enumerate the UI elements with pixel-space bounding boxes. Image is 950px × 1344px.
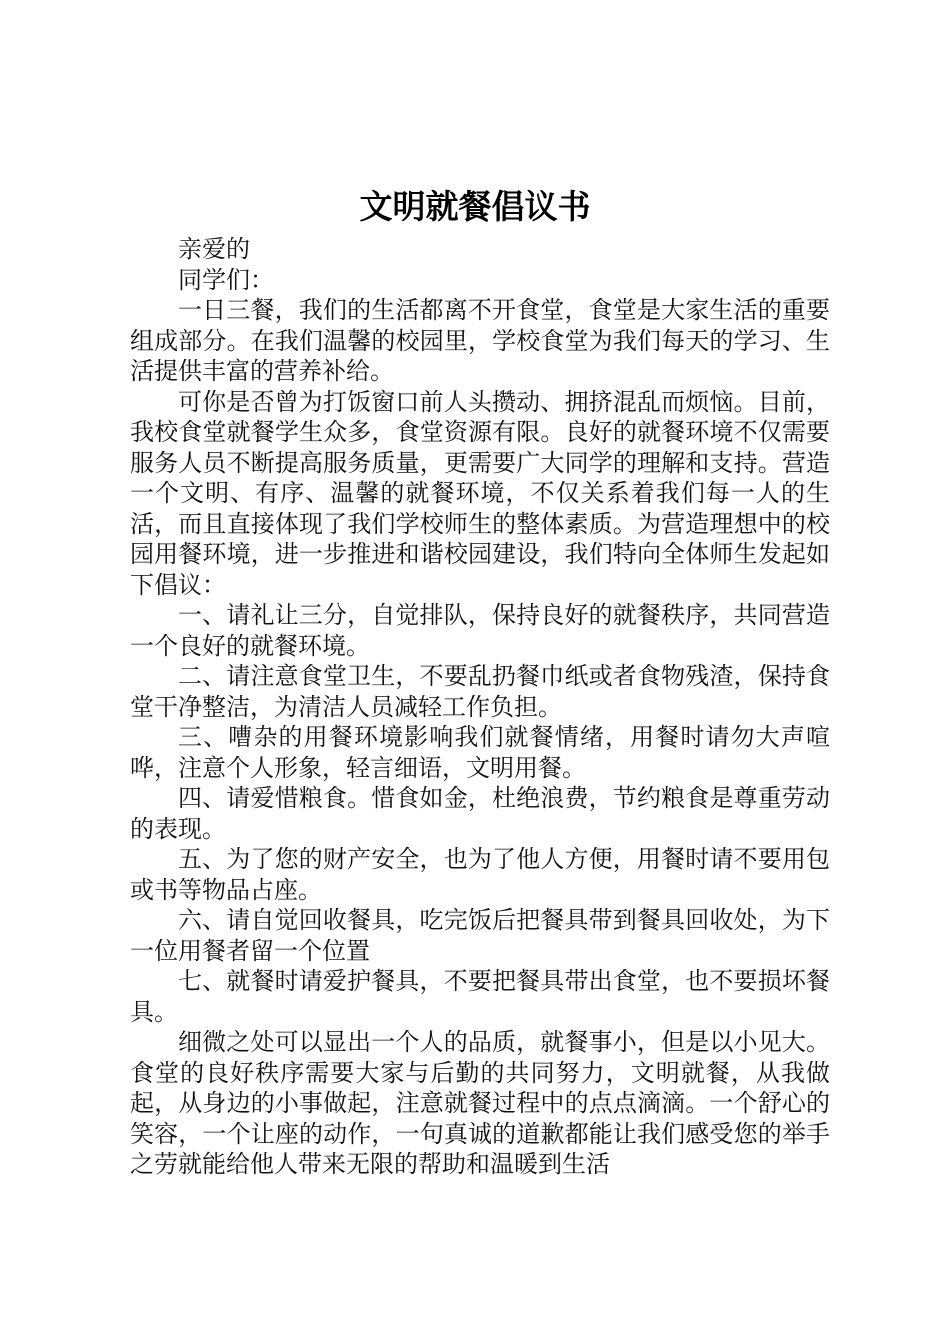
closing-paragraph: 细微之处可以显出一个人的品质，就餐事小，但是以小见大。食堂的良好秩序需要大家与后勤的共同努力，文明就餐，从我做起，从身边的小事做起，注意就餐过程中的点点滴滴。一个舒心的笑容，一个让座的动作，一句真诚的道歉都能让我们感受您的举手之劳就能给他人带来无限的帮助和温暖到生活 xyxy=(130,1028,830,1178)
proposal-item-6: 六、请自觉回收餐具，吃完饭后把餐具带到餐具回收处，为下一位用餐者留一个位置 xyxy=(130,906,830,965)
proposal-item-1: 一、请礼让三分，自觉排队，保持良好的就餐秩序，共同营造一个良好的就餐环境。 xyxy=(130,601,830,660)
salutation-line: 同学们： xyxy=(178,265,274,294)
document-body xyxy=(130,234,830,1180)
body-paragraph: 一日三餐，我们的生活都离不开食堂，食堂是大家生活的重要组成部分。在我们温馨的校园里，学校食堂为我们每天的学习、生活提供丰富的营养补给。 xyxy=(130,296,830,385)
proposal-item-5: 五、为了您的财产安全，也为了他人方便，用餐时请不要用包或书等物品占座。 xyxy=(130,845,830,904)
proposal-item-3: 三、嘈杂的用餐环境影响我们就餐情绪，用餐时请勿大声喧哗，注意个人形象，轻言细语，文明用餐。 xyxy=(130,723,830,782)
proposal-item-7: 七、就餐时请爱护餐具，不要把餐具带出食堂，也不要损坏餐具。 xyxy=(130,967,830,1026)
proposal-item-4: 四、请爱惜粮食。惜食如金，杜绝浪费，节约粮食是尊重劳动的表现。 xyxy=(130,784,830,843)
body-paragraph: 可你是否曾为打饭窗口前人头攒动、拥挤混乱而烦恼。目前，我校食堂就餐学生众多，食堂资源有限。良好的就餐环境不仅需要服务人员不断提高服务质量，更需要广大同学的理解和支持。营造一个文明、有序、温馨的就餐环境，不仅关系着我们每一人的生活，而且直接体现了我们学校师生的整体素质。为营造理想中的校园用餐环境，进一步推进和谐校园建设，我们特向全体师生发起如下倡议： xyxy=(130,387,830,599)
salutation-line: 亲爱的 xyxy=(178,235,250,263)
proposal-item-2: 二、请注意食堂卫生，不要乱扔餐巾纸或者食物残渣，保持食堂干净整洁，为清洁人员减轻工作负担。 xyxy=(130,662,830,721)
document-title: 文明就餐倡议书 xyxy=(359,187,591,226)
